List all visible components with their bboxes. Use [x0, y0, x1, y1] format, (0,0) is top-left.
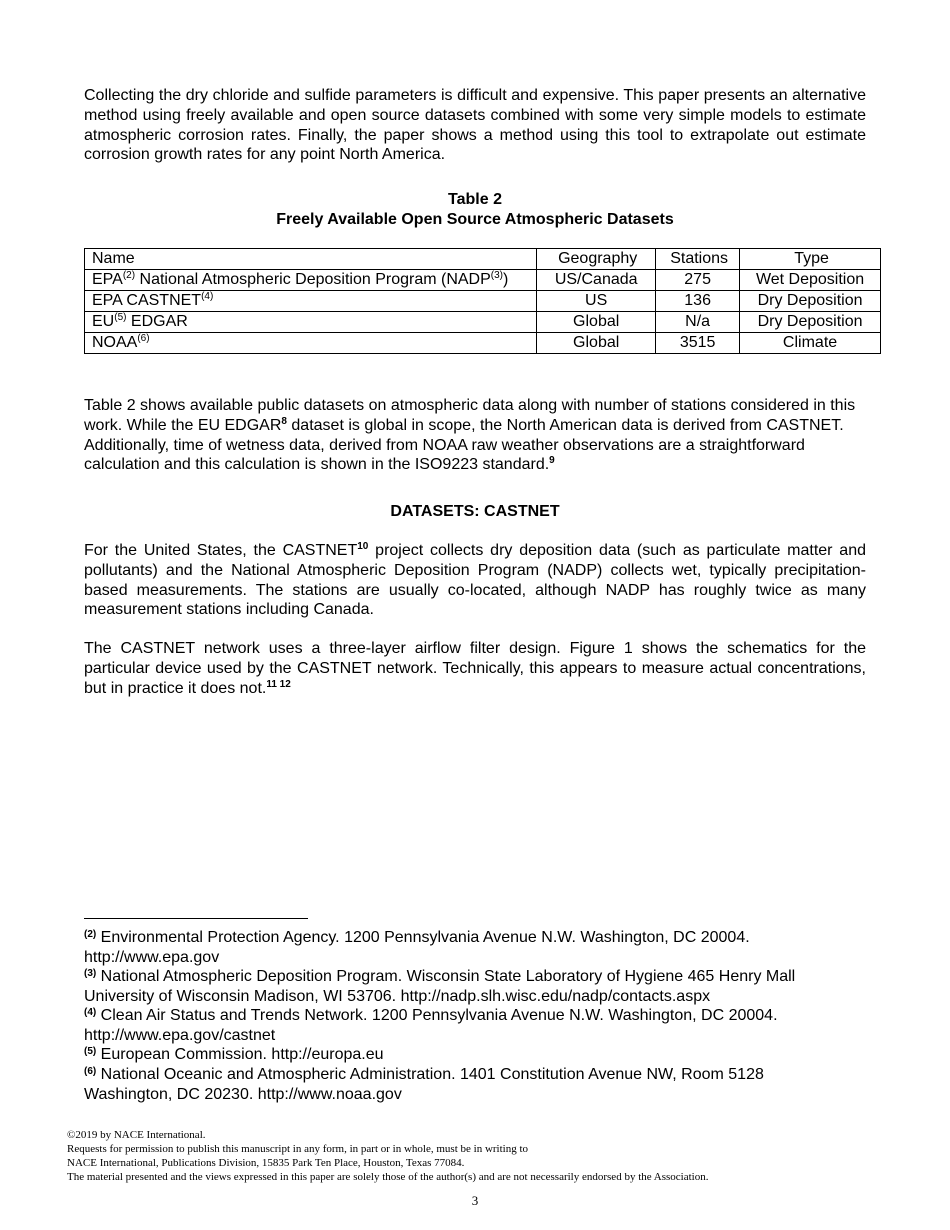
table-header-row	[85, 249, 881, 270]
datasets-table	[84, 248, 881, 354]
cell-name: NOAA$^{(6)}$	[85, 333, 537, 354]
castnet-intro-paragraph: For the United States, the CASTNET$^{10}$ project collects dry deposition data (such as particulate matter and pollutants) and the National Atmospheric Deposition Program (NADP) collects wet, typically precipitation-based measurements. The stations are usually co-located, although NADP has roughly twice as many measurement stations including Canada.	[84, 541, 867, 619]
col-header-stations: Stations	[656, 249, 740, 270]
cell-stations: 136	[656, 291, 740, 312]
footnote: $^{(6)}$ National Oceanic and Atmospheric Administration. 1401 Constitution Avenue NW, Room 5128 Washington, DC 20230. http://www.noaa.gov	[84, 1066, 764, 1103]
footnote: $^{(3)}$ National Atmospheric Deposition Program. Wisconsin State Laboratory of Hygiene 465 Henry Mall University of Wisconsin Madison, WI 53706. http://nadp.slh.wisc.edu/nadp/contacts.aspx	[84, 968, 796, 1005]
cell-name: EPA$^{(2)}$ National Atmospheric Deposition Program (NADP$^{(3)}$)	[85, 270, 537, 291]
cell-geography: Global	[537, 333, 656, 354]
cell-stations: 3515	[656, 333, 740, 354]
table-caption: Freely Available Open Source Atmospheric Datasets	[276, 211, 674, 228]
cell-type: Dry Deposition	[740, 312, 881, 333]
cell-type: Wet Deposition	[740, 270, 881, 291]
cell-stations: 275	[656, 270, 740, 291]
castnet-design-paragraph: The CASTNET network uses a three-layer airflow filter design. Figure 1 shows the schematics for the particular device used by the CASTNET network. Technically, this appears to measure actual concentrations, but in practice it does not.$^{11 12}$	[84, 640, 866, 697]
cell-stations: N/a	[656, 312, 740, 333]
page-number: 3	[471, 1193, 479, 1208]
table-discussion-paragraph: Table 2 shows available public datasets on atmospheric data along with number of stations considered in this work. While the EU EDGAR$^8$ dataset is global in scope, the North American data is derived from CASTNET. Additionally, time of wetness data, derived from NOAA raw weather observations are a straightforward calculation and this calculation is shown in the ISO9223 standard.$^9$	[84, 397, 856, 474]
footnote: $^{(4)}$ Clean Air Status and Trends Network. 1200 Pennsylvania Avenue N.W. Washington, DC 20004. http://www.epa.gov/castnet	[84, 1007, 778, 1044]
cell-type: Climate	[740, 333, 881, 354]
cell-name: EPA CASTNET$^{(4)}$	[85, 291, 537, 312]
section-heading: DATASETS: CASTNET	[390, 503, 560, 520]
copyright-notice: ©2019 by NACE International. Requests for permission to publish this manuscript in any form, in part or in whole, must be in writing to NACE International, Publications Division, 15835 Park Ten Place, Houston, Texas 77084. The material presented and the views expressed in this paper are solely those of the author(s) and are not necessarily endorsed by the Association.	[67, 1129, 709, 1183]
footnote: $^{(2)}$ Environmental Protection Agency. 1200 Pennsylvania Avenue N.W. Washington, DC 20004. http://www.epa.gov	[84, 929, 750, 966]
cell-geography: US	[537, 291, 656, 312]
table-label: Table 2	[448, 191, 502, 208]
cell-geography: Global	[537, 312, 656, 333]
col-header-geography: Geography	[537, 249, 656, 270]
table-row	[85, 312, 881, 333]
cell-type: Dry Deposition	[740, 291, 881, 312]
cell-name: EU$^{(5)}$ EDGAR	[85, 312, 537, 333]
col-header-name: Name	[85, 249, 537, 270]
table-row	[85, 291, 881, 312]
footnote: $^{(5)}$ European Commission. http://europa.eu	[84, 1046, 384, 1063]
cell-geography: US/Canada	[537, 270, 656, 291]
table-row	[85, 270, 881, 291]
footnote-divider	[84, 918, 308, 919]
table-row	[85, 333, 881, 354]
col-header-type: Type	[740, 249, 881, 270]
intro-paragraph: Collecting the dry chloride and sulfide parameters is difficult and expensive. This paper presents an alternative method using freely available and open source datasets combined with some very simple models to estimate atmospheric corrosion rates. Finally, the paper shows a method using this tool to extrapolate out estimate corrosion growth rates for any point North America.	[84, 87, 866, 164]
